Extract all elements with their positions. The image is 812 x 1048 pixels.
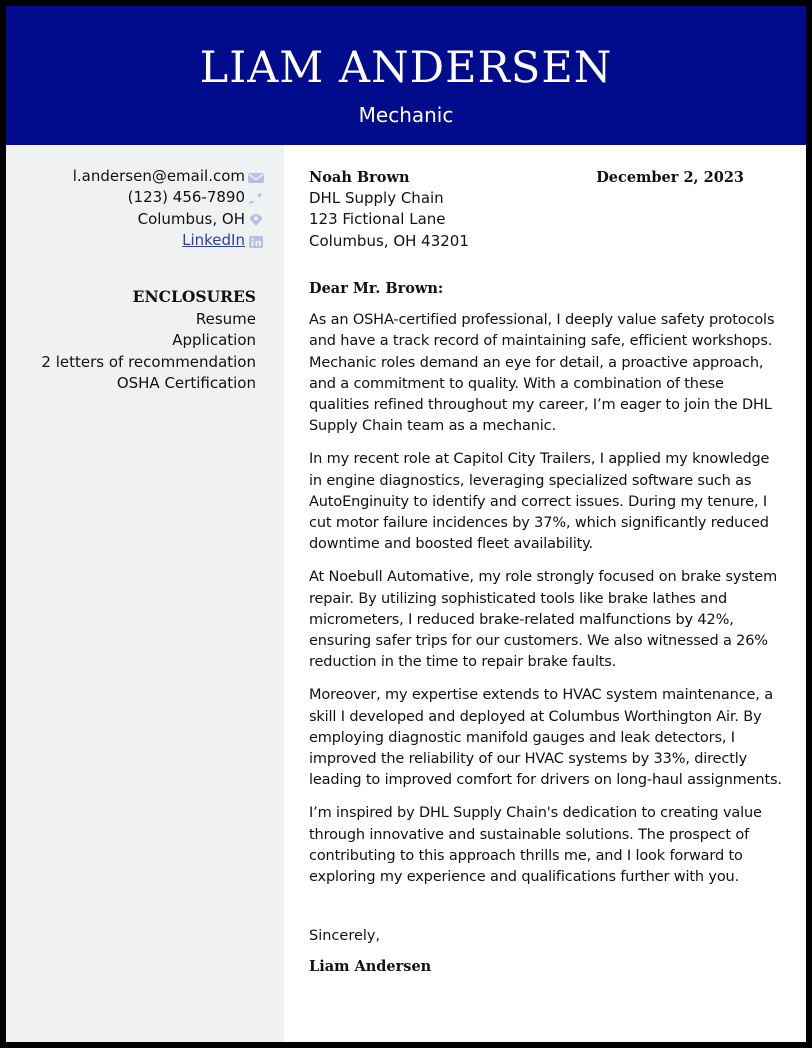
signoff: Sincerely, xyxy=(309,928,381,944)
enclosures-list xyxy=(41,309,256,394)
body-paragraph: I’m inspired by DHL Supply Chain's dedication to creating value through innovative and sustainable solutions. The prospect of contributing to this approach thrills me, and I look forward to exploring my experience and qualifications further with you. xyxy=(309,805,762,886)
contact-email xyxy=(73,166,265,187)
recipient-company: DHL Supply Chain xyxy=(309,189,444,207)
contact-phone xyxy=(73,187,265,208)
recipient-street: 123 Fictional Lane xyxy=(309,210,446,229)
contact-linkedin xyxy=(73,230,265,251)
body-paragraph: Moreover, my expertise extends to HVAC system maintenance, a skill I developed and deployed at Columbus Worthington Air. By employing diagnostic manifold gauges and leak detectors, I improved the reliability of our HVAC systems by 33%, directly leading to improved comfort for drivers on long-haul assignments. xyxy=(309,687,782,789)
applicant-name: LIAM ANDERSEN xyxy=(199,43,613,93)
phone-text: (123) 456-7890 xyxy=(127,188,245,207)
location-pin-icon xyxy=(247,212,265,226)
phone-icon xyxy=(247,191,265,205)
contact-info xyxy=(73,166,265,251)
recipient-name: Noah Brown xyxy=(309,169,410,186)
contact-location xyxy=(73,209,265,230)
body-paragraph: At Noebull Automative, my role strongly focused on brake system repair. By utilizing sophisticated tools like brake lathes and micrometers, I reduced brake-related malfunctions by 42%, ensuring safer trips for our customers. We also witnessed a 26% reduction in the time to repair brake faults. xyxy=(309,569,778,671)
body-paragraph: In my recent role at Capitol City Trailers, I applied my knowledge in engine diagnostics, leveraging specialized software such as AutoEnginuity to identify and correct issues. During my tenure, I cut motor failure incidences by 37%, which significantly reduced downtime and boosted fleet availability. xyxy=(309,451,770,553)
signature-name: Liam Andersen xyxy=(309,958,432,975)
recipient-city: Columbus, OH 43201 xyxy=(309,231,469,250)
sidebar xyxy=(6,145,284,1042)
header-banner xyxy=(6,6,806,145)
enclosure-item: OSHA Certification xyxy=(116,373,256,392)
enclosures-heading: ENCLOSURES xyxy=(132,287,256,306)
letter-date: December 2, 2023 xyxy=(596,169,744,186)
applicant-role: Mechanic xyxy=(358,103,454,127)
cover-letter-page xyxy=(6,6,806,1042)
salutation: Dear Mr. Brown: xyxy=(309,280,444,297)
email-text: l.andersen@email.com xyxy=(72,167,245,185)
enclosure-item: Application xyxy=(172,331,256,350)
location-text: Columbus, OH xyxy=(137,209,245,228)
envelope-icon xyxy=(247,170,265,184)
linkedin-icon xyxy=(247,234,265,248)
enclosure-item: 2 letters of recommendation xyxy=(41,352,256,371)
letter-body xyxy=(309,310,783,900)
linkedin-link[interactable]: LinkedIn xyxy=(182,230,245,249)
body-paragraph: As an OSHA-certified professional, I deeply value safety protocols and have a track record of maintaining safe, efficient workshops. Mechanic roles demand an eye for detail, a proactive approach, and a commitment to quality. With a combination of these qualities refined throughout my career, I’m eager to join the DHL Supply Chain team as a mechanic. xyxy=(309,312,775,435)
enclosure-item: Resume xyxy=(195,310,256,328)
